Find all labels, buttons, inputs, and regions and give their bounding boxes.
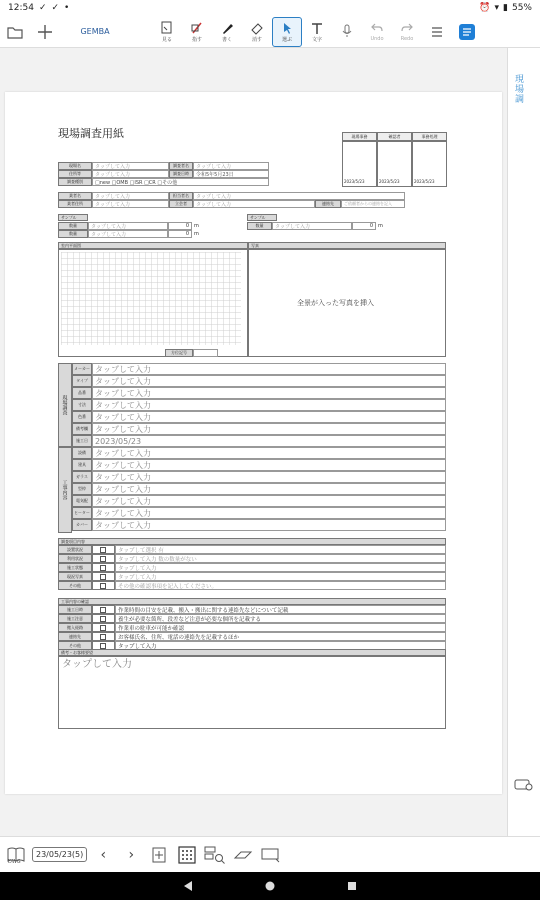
grid-icon bbox=[178, 846, 196, 864]
folder-icon bbox=[7, 25, 23, 39]
field-input[interactable]: お客様氏名、住所、電話の連絡先を記載するほか bbox=[115, 632, 446, 641]
field-label: 電気配 bbox=[72, 495, 92, 507]
field-label: 寸法 bbox=[72, 399, 92, 411]
previous-page-button[interactable] bbox=[91, 843, 115, 867]
section-header: サンプル bbox=[247, 214, 277, 221]
microphone-icon bbox=[340, 24, 354, 38]
back-button[interactable] bbox=[182, 877, 194, 896]
text-icon bbox=[310, 21, 324, 35]
field-input[interactable]: 作業車の駐車が可能か確認 bbox=[115, 623, 446, 632]
eraser-icon bbox=[250, 21, 264, 35]
system-nav-bar bbox=[0, 872, 540, 900]
field-label: その他 bbox=[58, 641, 92, 650]
field-input[interactable]: タップして入力 bbox=[92, 192, 169, 200]
field-input[interactable]: タップして入力 bbox=[92, 363, 446, 375]
layer-settings-icon bbox=[514, 776, 534, 792]
pointer-pen-icon bbox=[190, 21, 204, 35]
field-label: メーカー bbox=[72, 363, 92, 375]
group-side-title: 工事内容 bbox=[58, 447, 72, 533]
document-canvas[interactable] bbox=[0, 48, 507, 836]
date-selector[interactable]: 23/05/23(5) bbox=[32, 847, 87, 862]
approval-date: 2023/5/23 bbox=[379, 179, 400, 184]
undo-button[interactable] bbox=[362, 17, 392, 47]
field-input[interactable]: 作業時間の目安を記載、搬入・搬出に関する連絡先などについて記載 bbox=[115, 605, 446, 614]
home-button[interactable] bbox=[264, 877, 276, 896]
field-input[interactable]: タップして入力 bbox=[193, 162, 269, 170]
field-label: カバー bbox=[72, 519, 92, 531]
field-input[interactable]: 養生が必要な箇所、段差など注意が必要な個所を記載する bbox=[115, 614, 446, 623]
survey-type-checkboxes[interactable]: □new □OMB □ISR □CR □その他 bbox=[92, 178, 269, 186]
checkbox[interactable] bbox=[100, 565, 106, 571]
toolbar bbox=[0, 16, 540, 48]
field-label: 数量 bbox=[247, 222, 272, 230]
field-input[interactable]: タップして入力 bbox=[92, 447, 446, 459]
chevron-right-icon: › bbox=[128, 846, 135, 863]
field-input[interactable]: タップして入力 bbox=[88, 222, 168, 230]
field-label: ガラス bbox=[72, 471, 92, 483]
field-input[interactable]: タップして入力 bbox=[92, 170, 169, 178]
undo-icon bbox=[370, 21, 384, 35]
field-label: 調査種別 bbox=[58, 178, 92, 186]
point-tool-label: 指す bbox=[191, 36, 202, 43]
view-icon bbox=[160, 21, 174, 35]
approval-date: 2023/5/23 bbox=[344, 179, 365, 184]
undo-label: Undo bbox=[370, 36, 384, 42]
notification-check-icon: ✓ bbox=[51, 3, 60, 13]
field-label: 施工状態 bbox=[58, 563, 92, 572]
bottom-bar bbox=[0, 836, 540, 872]
plus-icon bbox=[37, 24, 53, 40]
back-triangle-icon bbox=[182, 880, 194, 892]
checkbox[interactable] bbox=[100, 583, 106, 589]
hamburger-menu-icon bbox=[430, 25, 444, 39]
field-label: 調査者名 bbox=[169, 162, 193, 170]
wifi-icon: ▾ bbox=[494, 3, 500, 13]
quantity-value[interactable]: 0 bbox=[168, 230, 192, 238]
field-label: 設備 bbox=[72, 447, 92, 459]
add-page-button[interactable] bbox=[147, 843, 171, 867]
section-header: サンプル bbox=[58, 214, 88, 221]
field-input[interactable]: 令和5年5月23日 bbox=[193, 170, 269, 178]
open-folder-button[interactable] bbox=[0, 17, 30, 47]
field-input[interactable]: タップして入力 bbox=[92, 387, 446, 399]
checkbox[interactable] bbox=[100, 547, 106, 553]
eraser-tool-label: 消す bbox=[251, 36, 262, 43]
field-label: 建具 bbox=[72, 459, 92, 471]
search-pages-button[interactable] bbox=[203, 843, 227, 867]
section-header: 調査項目内容 bbox=[58, 538, 446, 545]
field-label: 品番 bbox=[72, 387, 92, 399]
checkbox[interactable] bbox=[100, 556, 106, 562]
group-side-title: 現場調査 bbox=[58, 363, 72, 447]
pen-icon bbox=[220, 21, 234, 35]
checkbox[interactable] bbox=[100, 634, 106, 640]
section-header: 備考・お客様要望 bbox=[58, 649, 446, 656]
field-input[interactable]: タップして入力 bbox=[92, 507, 446, 519]
checkbox[interactable] bbox=[100, 574, 106, 580]
remarks-input[interactable]: タップして入力 bbox=[62, 659, 132, 670]
point-tool-button[interactable] bbox=[182, 17, 212, 47]
approval-header: 現場事務 bbox=[342, 132, 377, 141]
approval-date: 2023/5/23 bbox=[414, 179, 435, 184]
section-header: 室内平面図 bbox=[58, 242, 248, 249]
field-label: 担当者名 bbox=[169, 192, 193, 200]
field-label: その他 bbox=[58, 581, 92, 590]
field-input[interactable]: ご依頼者からの連絡を記入 bbox=[341, 200, 405, 208]
field-label: 業者住所 bbox=[58, 200, 92, 208]
layer-settings-button[interactable] bbox=[514, 776, 534, 796]
photo-placeholder: 全景が入った写真を挿入 bbox=[297, 299, 374, 307]
document-title[interactable]: GEMBA bbox=[80, 27, 110, 36]
field-label: 施工日 bbox=[72, 435, 92, 447]
field-input[interactable]: タップして入力 bbox=[92, 399, 446, 411]
battery-level: 55% bbox=[511, 3, 532, 13]
form-page[interactable] bbox=[5, 92, 502, 794]
approval-header: 事務処理 bbox=[412, 132, 447, 141]
field-input[interactable]: タップして入力 bbox=[193, 192, 405, 200]
clock: 12:54 bbox=[8, 3, 34, 13]
view-tool-button[interactable] bbox=[152, 17, 182, 47]
field-input[interactable]: タップして入力 bbox=[115, 572, 446, 581]
field-input[interactable]: その他の確認事項を記入してください。 bbox=[115, 581, 446, 590]
form-title: 現場調査用紙 bbox=[58, 127, 124, 140]
eraser-tool-button[interactable] bbox=[242, 17, 272, 47]
redo-icon bbox=[400, 21, 414, 35]
microphone-button[interactable] bbox=[332, 17, 362, 47]
quantity-value[interactable]: 0 bbox=[352, 222, 376, 230]
battery-icon: ▮ bbox=[503, 3, 508, 13]
scale-label: 方位記号 bbox=[165, 349, 193, 357]
dwg-label: DWG bbox=[8, 859, 21, 865]
field-input[interactable]: タップして入力 bbox=[92, 411, 446, 423]
pen-tool-label: 書く bbox=[221, 36, 232, 43]
field-input[interactable]: タップして入力 bbox=[115, 641, 446, 650]
field-label: 施工注意 bbox=[58, 614, 92, 623]
pen-tool-button[interactable] bbox=[212, 17, 242, 47]
field-label: 連絡先 bbox=[58, 632, 92, 641]
field-label: ヒーター bbox=[72, 507, 92, 519]
field-input[interactable]: タップして入力 bbox=[92, 423, 446, 435]
checkbox[interactable] bbox=[100, 625, 106, 631]
menu-button[interactable] bbox=[422, 17, 452, 47]
select-cursor-icon bbox=[280, 21, 294, 35]
field-input[interactable]: タップして入力 bbox=[92, 519, 446, 531]
field-label: 立会者 bbox=[169, 200, 193, 208]
field-input[interactable]: タップして入力 bbox=[272, 222, 352, 230]
field-input[interactable]: タップして入力 bbox=[92, 471, 446, 483]
field-label: 備考欄 bbox=[72, 423, 92, 435]
field-input[interactable]: タップして入力 bbox=[115, 563, 446, 572]
search-layers-icon bbox=[204, 845, 226, 865]
field-label: 数量 bbox=[58, 230, 88, 238]
quantity-value[interactable]: 0 bbox=[168, 222, 192, 230]
field-input[interactable]: タップして入力 bbox=[92, 375, 446, 387]
chevron-left-icon: ‹ bbox=[100, 846, 107, 863]
field-label: 住所等 bbox=[58, 170, 92, 178]
grid-view-button[interactable] bbox=[175, 843, 199, 867]
field-label: 業者名 bbox=[58, 192, 92, 200]
floor-plan-grid[interactable] bbox=[61, 252, 241, 345]
next-page-button[interactable] bbox=[119, 843, 143, 867]
text-tool-label: 文字 bbox=[311, 36, 322, 43]
field-input[interactable]: タップして入力 bbox=[88, 230, 168, 238]
field-label: 型枠 bbox=[72, 483, 92, 495]
add-page-icon bbox=[151, 846, 167, 864]
field-label: 色番 bbox=[72, 411, 92, 423]
side-panel-label[interactable]: 現場調 bbox=[513, 74, 523, 104]
notification-dot-icon: • bbox=[64, 3, 70, 13]
field-label: 調査日時 bbox=[169, 170, 193, 178]
eraser-bottom-button[interactable] bbox=[231, 843, 255, 867]
unit-label: m bbox=[194, 231, 199, 237]
field-input[interactable]: タップして入力 bbox=[92, 459, 446, 471]
field-label: タイプ bbox=[72, 375, 92, 387]
recents-square-icon bbox=[346, 880, 358, 892]
alarm-icon: ⏰ bbox=[479, 3, 491, 13]
approval-header: 確認者 bbox=[377, 132, 412, 141]
field-label: 現場名 bbox=[58, 162, 92, 170]
checkbox[interactable] bbox=[100, 616, 106, 622]
field-input[interactable]: タップして入力 bbox=[92, 495, 446, 507]
section-header: 写真 bbox=[248, 242, 446, 249]
field-label: 搬入経路 bbox=[58, 623, 92, 632]
right-panel bbox=[507, 48, 540, 836]
select-tool-label: 選ぶ bbox=[281, 36, 292, 43]
redo-label: Redo bbox=[400, 36, 414, 42]
status-bar bbox=[0, 0, 540, 16]
unit-label: m bbox=[378, 223, 383, 229]
field-input[interactable]: タップして入力 bbox=[92, 200, 169, 208]
scale-input[interactable] bbox=[193, 349, 218, 357]
app-logo-button[interactable] bbox=[452, 17, 482, 47]
field-label: 連絡先 bbox=[315, 200, 341, 208]
checkbox[interactable] bbox=[100, 643, 106, 649]
field-label: 数量 bbox=[58, 222, 88, 230]
select-tool-button[interactable] bbox=[272, 17, 302, 47]
app-logo-icon bbox=[458, 23, 476, 41]
recents-button[interactable] bbox=[346, 877, 358, 896]
screen-mode-button[interactable] bbox=[259, 843, 283, 867]
checkbox[interactable] bbox=[100, 607, 106, 613]
field-label: 現況写真 bbox=[58, 572, 92, 581]
field-input[interactable]: タップして入力 数の数量がない bbox=[115, 554, 446, 563]
field-input[interactable]: タップして入力 bbox=[193, 200, 315, 208]
field-input[interactable]: タップして選択 有 bbox=[115, 545, 446, 554]
notification-check-icon: ✓ bbox=[38, 3, 47, 13]
home-circle-icon bbox=[264, 880, 276, 892]
field-label: 施工日時 bbox=[58, 605, 92, 614]
section-header: 工事内容の確認 bbox=[58, 598, 446, 605]
eraser-shape-icon bbox=[233, 848, 253, 862]
redo-button[interactable] bbox=[392, 17, 422, 47]
field-label: 利用状況 bbox=[58, 554, 92, 563]
add-button[interactable] bbox=[30, 17, 60, 47]
field-input[interactable]: タップして入力 bbox=[92, 162, 169, 170]
view-tool-label: 見る bbox=[161, 36, 172, 43]
unit-label: m bbox=[194, 223, 199, 229]
field-input[interactable]: タップして入力 bbox=[92, 483, 446, 495]
screen-icon bbox=[260, 847, 282, 863]
field-label: 設置状況 bbox=[58, 545, 92, 554]
text-tool-button[interactable] bbox=[302, 17, 332, 47]
field-input[interactable]: 2023/05/23 bbox=[92, 435, 446, 447]
